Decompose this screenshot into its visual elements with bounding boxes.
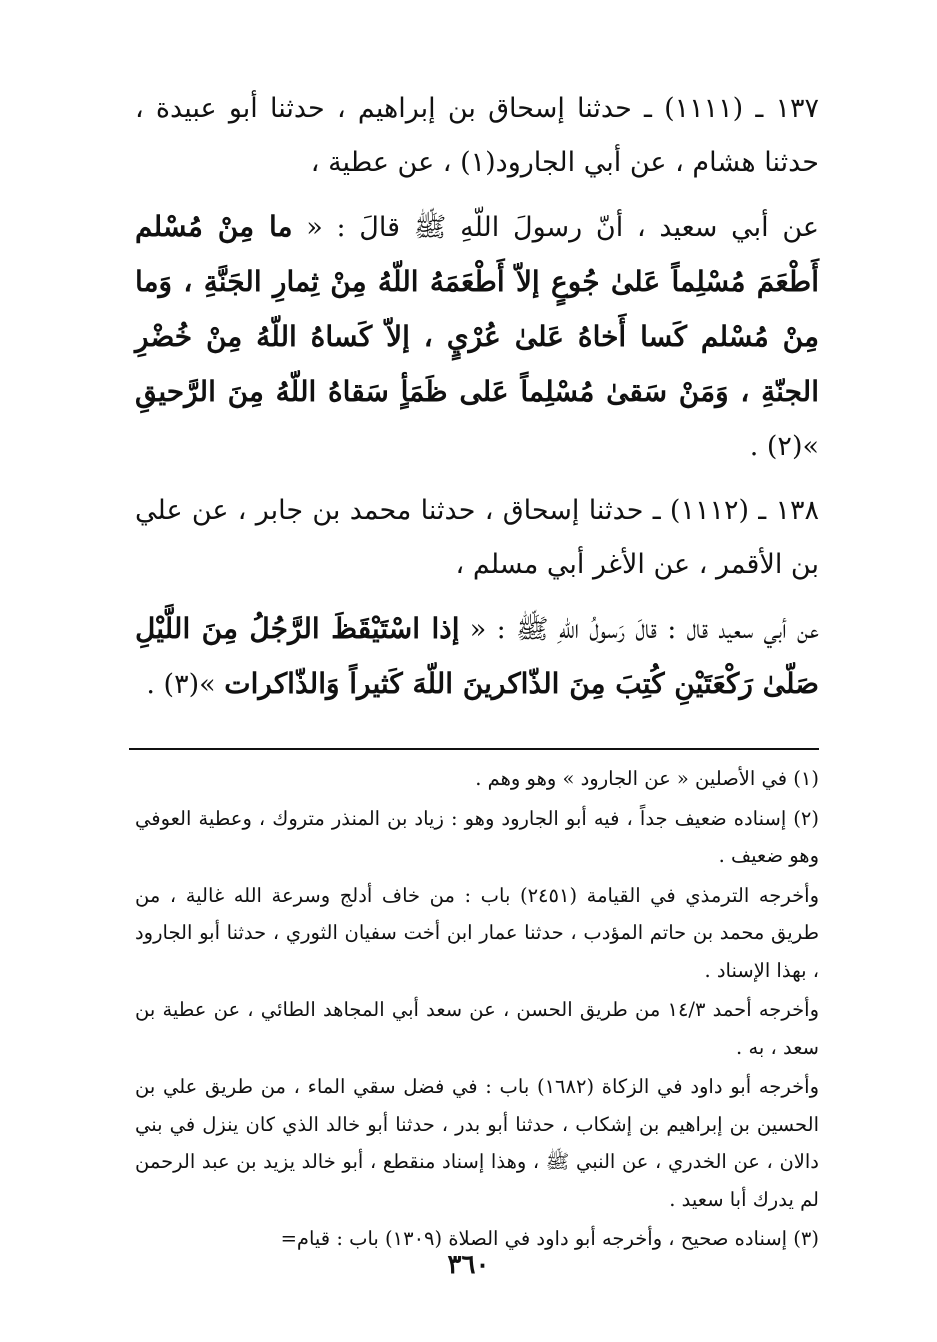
main-text xyxy=(135,82,819,712)
footnote-2-tirmidhi: وأخرجه الترمذي في القيامة (٢٤٥١) باب : من خاف أدلج وسرعة الله غالية ، من طريق محمد بن حاتم المؤدب ، حدثنا عمار ابن أخت سفيان الثوري ، حدثنا أبو الجارود ، بهذا الإسناد . xyxy=(135,883,819,982)
footnote-2-abu-dawud: وأخرجه أبو داود في الزكاة (١٦٨٢) باب : في فضل سقي الماء ، من طريق علي بن الحسين بن إبراهيم بن إشكاب ، حدثنا أبو بدر ، حدثنا أبو خالد الذي كان ينزل في بني دالان ، عن الخدري ، عن النبي ﷺ ، وهذا إسناد منقطع ، أبو خالد يزيد بن عبد الرحمن لم يدرك أبا سعيد . xyxy=(135,1075,819,1211)
page-number: ٣٦٠ xyxy=(447,1250,490,1280)
hadith-137-end: »(٢) . xyxy=(749,431,819,462)
hadith-138-isnad: ١٣٨ ـ (١١١٢) ـ حدثنا إسحاق ، حدثنا محمد بن جابر ، عن علي بن الأقمر ، عن الأغر أبي مسلم ، xyxy=(135,495,820,580)
footnotes xyxy=(135,760,819,1258)
hadith-137-isnad: ١٣٧ ـ (١١١١) ـ حدثنا إسحاق بن إبراهيم ، حدثنا أبو عبيدة ، حدثنا هشام ، عن أبي الجارود(١) ، عن عطية ، xyxy=(135,93,819,178)
hadith-138-end: »(٣) . xyxy=(146,669,216,700)
hadith-137-intro: عن أبي سعيد ، أنّ رسولَ اللّهِ ﷺ قالَ : « xyxy=(306,212,820,243)
footnote-2: (٢) إسناده ضعيف جداً ، فيه أبو الجارود وهو : زياد بن المنذر متروك ، وعطية العوفي وهو ضعيف . xyxy=(135,806,819,867)
footnote-3: (٣) إسناده صحيح ، وأخرجه أبو داود في الصلاة (١٣٠٩) باب : قيام= xyxy=(280,1227,819,1250)
footnote-divider xyxy=(129,748,819,750)
hadith-137-text xyxy=(135,200,819,474)
hadith-138-intro: عن أبي سعيد قال : قالَ رَسولُ اللّهِ ﷺ : « xyxy=(469,614,819,645)
hadith-137-matn: ما مِنْ مُسْلم أَطْعَمَ مُسْلِماً عَلىٰ جُوعٍ إلاّ أَطْعَمَهُ اللّهُ مِنْ ثِمارِ الجَنَّةِ ، وَما مِنْ مُسْلم كَسا أَخاهُ عَلىٰ عُرْيٍ ، إلاّ كَساهُ اللّهُ مِنْ خُضْرِ الجنّةِ ، وَمَنْ سَقىٰ مُسْلِماً عَلى ظَمَأٍ سَقاهُ اللّهُ مِنَ الرَّحيقِ xyxy=(135,210,819,408)
footnote-2-ahmad: وأخرجه أحمد ١٤/٣ من طريق الحسن ، عن سعد أبي المجاهد الطائي ، عن عطية بن سعد ، به . xyxy=(135,998,819,1059)
footnote-1: (١) في الأصلين « عن الجارود » وهو وهم . xyxy=(475,767,819,790)
hadith-138-text xyxy=(135,602,819,712)
hadith-138-matn: إذا اسْتَيْقَظَ الرَّجُلُ مِنَ اللَّيْلِ صَلّىٰ رَكْعَتَيْنِ كُتِبَ مِنَ الذّاكرينَ اللّهَ كَثيراً وَالذّاكرات xyxy=(135,612,819,700)
